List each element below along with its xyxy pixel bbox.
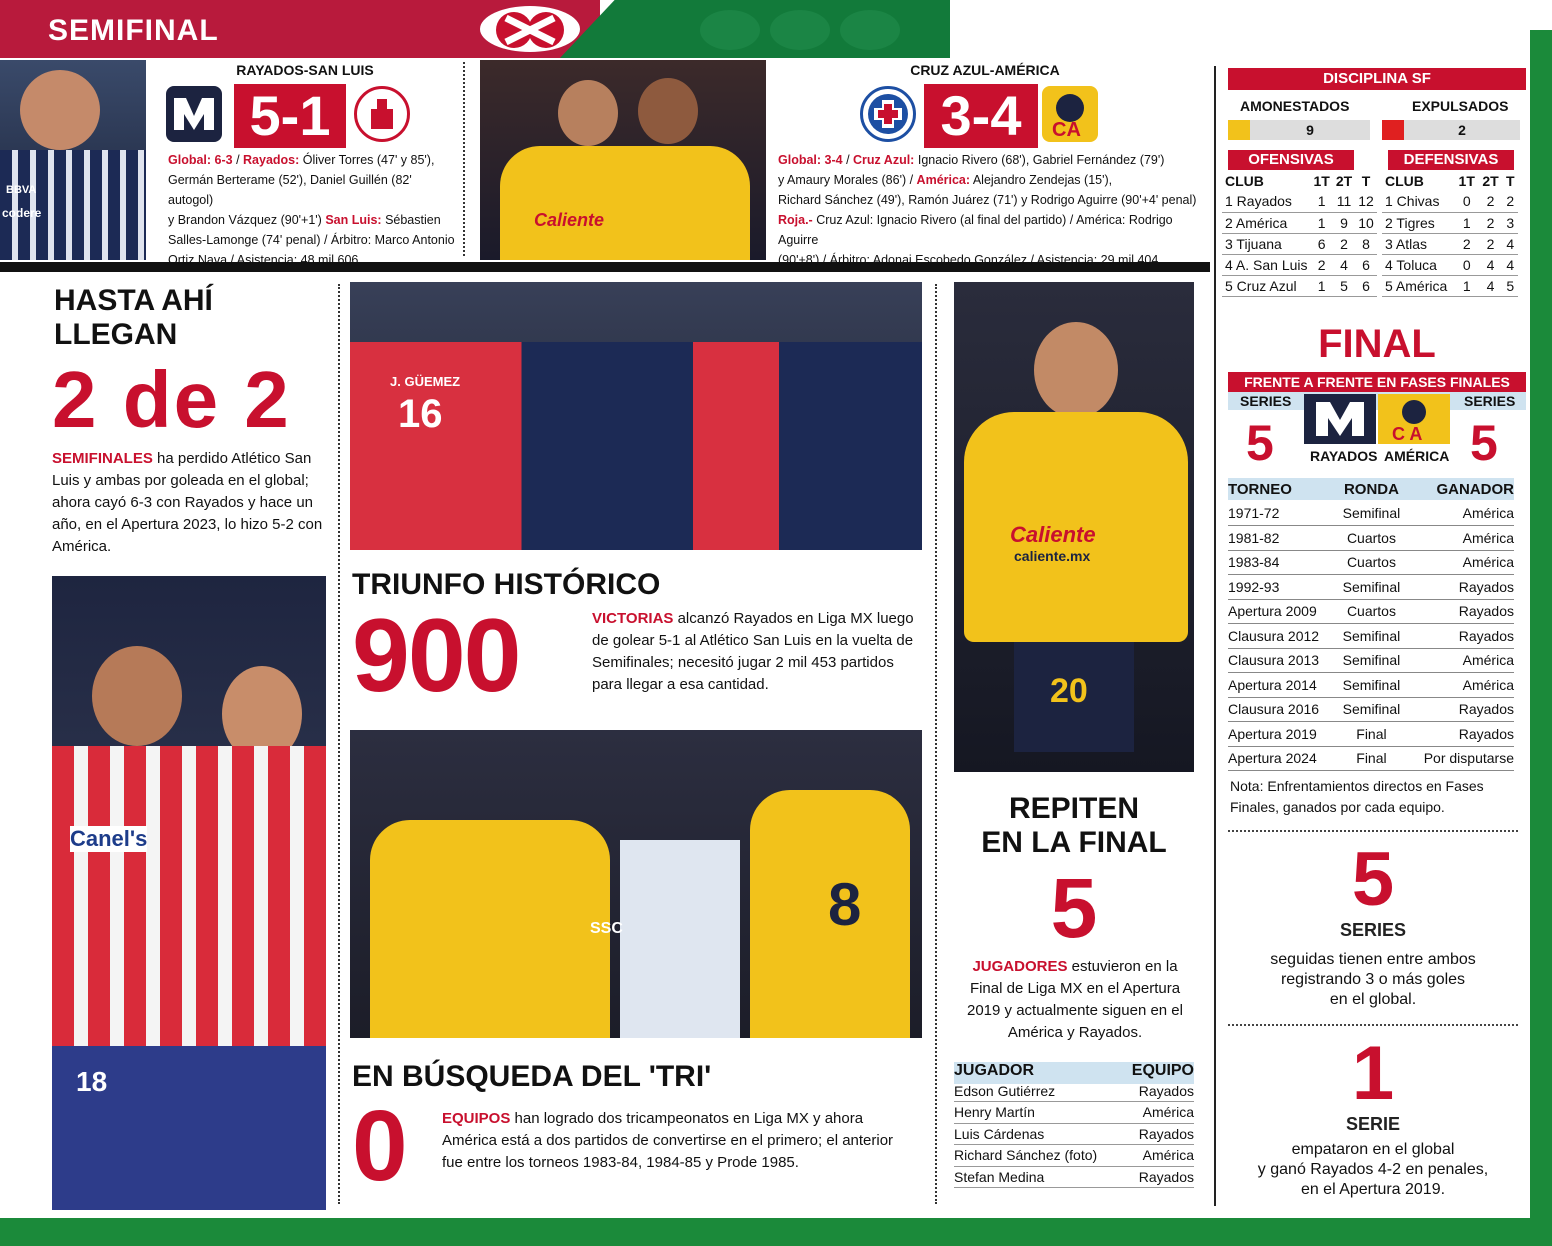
jersey-sponsor: Canel's <box>70 826 148 851</box>
table-row <box>954 1123 1194 1145</box>
table-cell: 0 <box>1455 191 1479 212</box>
page-title: SEMIFINAL <box>48 14 219 47</box>
table-cell: 1 <box>1311 212 1333 233</box>
table-cell: 6 <box>1355 275 1377 296</box>
table-row <box>954 1166 1194 1188</box>
stat-series-value: 5 <box>1351 837 1395 922</box>
table-cell: Edson Gutiérrez <box>954 1080 1121 1102</box>
table-header-row <box>954 1062 1194 1080</box>
triunfo-body: VICTORIAS alcanzó Rayados en Liga MX luego de golear 5-1 al Atlético San Luis en la vuelta de Semifinales; necesitó jugar 2 mil 453 partidos para llegar a esa cantidad. <box>592 610 914 693</box>
series-label-left: SERIES <box>1240 393 1292 409</box>
stat-serie-label: SERIE <box>1345 1114 1401 1134</box>
table-cell: 4 <box>1333 254 1355 275</box>
match1-score: 5-1 <box>234 84 346 148</box>
table-cell: 9 <box>1333 212 1355 233</box>
table-cell: Luis Cárdenas <box>954 1123 1121 1145</box>
table-row <box>1222 254 1377 275</box>
expulsados-value: 2 <box>1404 120 1520 140</box>
table-cell: Rayados <box>1406 575 1514 600</box>
table-row <box>1382 275 1518 296</box>
table-cell: 12 <box>1355 191 1377 212</box>
amonestados-value: 9 <box>1250 120 1370 140</box>
table-row <box>1228 697 1514 722</box>
table-cell: Henry Martín <box>954 1102 1121 1124</box>
table-cell: América <box>1406 526 1514 551</box>
table-header-cell: 1T <box>1458 172 1475 189</box>
table-cell: América <box>1406 501 1514 526</box>
america-crest-icon <box>1378 394 1450 444</box>
match1-details: Global: 6-3 / Rayados: Óliver Torres (47' y 85'), Germán Berterame (52'), Daniel Guillén (82' autogol) y Brandon Vázquez (90'+1') San Luis: Sébastien Salles-Lamonge (74' penal) / Árbitro: Marco Antonio Ortiz Nava / Asistencia: 48 mil 606 <box>168 153 455 267</box>
amonestados-label: AMONESTADOS <box>1240 98 1350 114</box>
defensivas-bar: DEFENSIVAS <box>1388 150 1514 170</box>
dotted-separator <box>1228 830 1518 832</box>
dotted-separator <box>463 62 465 256</box>
cruz-azul-crest-icon <box>860 86 916 142</box>
table-cell: 5 <box>1502 275 1518 296</box>
table-cell: 5 Cruz Azul <box>1222 275 1311 296</box>
table-row <box>1228 624 1514 649</box>
table-cell: 2 <box>1311 254 1333 275</box>
table-cell: Por disputarse <box>1406 746 1514 771</box>
ofensivas-table <box>1222 170 1377 297</box>
match2-title: CRUZ AZUL-AMÉRICA <box>910 62 1060 78</box>
table-cell: 1983-84 <box>1228 550 1337 575</box>
table-cell: América <box>1406 550 1514 575</box>
table-cell: Rayados <box>1406 599 1514 624</box>
table-row <box>1382 254 1518 275</box>
repiten-body: JUGADORES estuvieron en la Final de Liga MX en el Apertura 2019 y actualmente siguen en el América y Rayados. <box>967 958 1183 1041</box>
table-cell: Rayados <box>1121 1166 1194 1188</box>
photo-richard-sanchez <box>954 282 1194 772</box>
table-row <box>1382 191 1518 212</box>
photo-san-luis-players <box>52 576 326 1210</box>
table-row <box>1382 212 1518 233</box>
stat-series-text: seguidas tienen entre ambos registrando 3 o más goles en el global. <box>1270 951 1476 1008</box>
table-cell: América <box>1406 673 1514 698</box>
table-cell: América <box>1406 648 1514 673</box>
table-cell: 4 <box>1479 275 1503 296</box>
jersey-sponsor: Caliente <box>1010 522 1096 547</box>
rayados-crest-icon <box>1304 394 1376 444</box>
table-cell: 0 <box>1455 254 1479 275</box>
table-row <box>1222 275 1377 296</box>
table-row <box>1228 648 1514 673</box>
stat-series-label: SERIES <box>1339 920 1407 940</box>
hasta-title: HASTA AHÍ LLEGAN <box>54 284 213 351</box>
photo-rayados-player <box>0 60 146 260</box>
liga-mx-logo-icon <box>492 8 568 52</box>
san-luis-crest-icon <box>354 86 410 142</box>
yellow-card-icon <box>1228 120 1250 140</box>
triunfo-title: TRIUNFO HISTÓRICO <box>352 568 661 601</box>
table-cell: Apertura 2014 <box>1228 673 1337 698</box>
dotted-separator <box>1228 1024 1518 1026</box>
table-row <box>954 1102 1194 1124</box>
table-cell: 3 Tijuana <box>1222 233 1311 254</box>
table-cell: 4 Toluca <box>1382 254 1455 275</box>
table-row <box>1228 673 1514 698</box>
table-cell: Semifinal <box>1337 673 1406 698</box>
final-history-table <box>1228 477 1514 771</box>
table-cell: Clausura 2012 <box>1228 624 1337 649</box>
table-cell: 4 <box>1502 254 1518 275</box>
photo-america-celebration <box>480 60 766 260</box>
table-cell: Clausura 2013 <box>1228 648 1337 673</box>
jersey-number: 20 <box>1050 672 1088 710</box>
table-cell: 4 A. San Luis <box>1222 254 1311 275</box>
column-rule <box>1214 66 1216 1206</box>
table-cell: Semifinal <box>1337 697 1406 722</box>
triunfo-big-number: 900 <box>352 598 520 714</box>
repiten-big-number: 5 <box>1050 861 1098 955</box>
repiten-title: REPITEN EN LA FINAL <box>981 792 1167 859</box>
table-cell: 2 <box>1333 233 1355 254</box>
hasta-big-number: 2 de 2 <box>52 355 291 444</box>
table-row <box>1228 575 1514 600</box>
expulsados-label: EXPULSADOS <box>1412 98 1509 114</box>
photo-rayados-celebration <box>350 282 922 550</box>
red-card-icon <box>1382 120 1404 140</box>
match1-title: RAYADOS-SAN LUIS <box>236 62 374 78</box>
table-cell: 2 <box>1479 233 1503 254</box>
table-cell: 5 <box>1333 275 1355 296</box>
table-header-cell: RONDA <box>1343 480 1399 498</box>
table-cell: 1 Chivas <box>1382 191 1455 212</box>
dotted-separator <box>338 284 340 1204</box>
table-header-cell: EQUIPO <box>1131 1062 1194 1079</box>
america-series-value: 5 <box>1470 415 1498 471</box>
table-cell: 1 <box>1311 191 1333 212</box>
dotted-separator <box>935 284 937 1204</box>
table-cell: Semifinal <box>1337 648 1406 673</box>
table-row <box>954 1080 1194 1102</box>
ssc-text: SSC <box>590 920 623 937</box>
busqueda-big-number: 0 <box>352 1090 408 1202</box>
table-cell: 2 <box>1502 191 1518 212</box>
table-cell: Cuartos <box>1337 526 1406 551</box>
table-row <box>1228 526 1514 551</box>
busqueda-body: EQUIPOS han logrado dos tricampeonatos en Liga MX y ahora América está a dos partidos de convertirse en el primero; el anterior fue entre los torneos 1983-84, 1984-85 y Prode 1985. <box>442 1110 894 1171</box>
hasta-body: SEMIFINALES ha perdido Atlético San Luis y ambas por goleada en el global; ahora cayó 6-3 con Rayados y hace un año, en el Apertura 2023, lo hizo 5-2 con América. <box>52 450 323 555</box>
table-cell: Stefan Medina <box>954 1166 1121 1188</box>
stat-serie-text: empataron en el global y ganó Rayados 4-2 en penales, en el Apertura 2019. <box>1257 1141 1489 1198</box>
table-header-cell: CLUB <box>1225 172 1264 189</box>
table-header-cell: T <box>1505 172 1515 189</box>
table-cell: Rayados <box>1406 697 1514 722</box>
table-cell: Final <box>1337 722 1406 747</box>
table-cell: 4 <box>1479 254 1503 275</box>
table-cell: 1 <box>1455 212 1479 233</box>
table-cell: 11 <box>1333 191 1355 212</box>
table-cell: Rayados <box>1121 1123 1194 1145</box>
table-cell: Rayados <box>1406 624 1514 649</box>
frente-a-frente-bar: FRENTE A FRENTE EN FASES FINALES <box>1228 372 1526 392</box>
table-cell: Apertura 2009 <box>1228 599 1337 624</box>
table-cell: 10 <box>1355 212 1377 233</box>
table-cell: 6 <box>1355 254 1377 275</box>
table-cell: Semifinal <box>1337 624 1406 649</box>
table-row <box>1228 550 1514 575</box>
series-label-right: SERIES <box>1464 393 1516 409</box>
jersey-number: 8 <box>828 871 862 938</box>
stat-serie-value: 1 <box>1351 1031 1395 1116</box>
jersey-name: J. GÜEMEZ <box>390 374 461 389</box>
table-cell: Clausura 2016 <box>1228 697 1337 722</box>
table-row <box>954 1145 1194 1167</box>
table-cell: Apertura 2024 <box>1228 746 1337 771</box>
table-cell: 1981-82 <box>1228 526 1337 551</box>
table-cell: 1 <box>1455 275 1479 296</box>
busqueda-title: EN BÚSQUEDA DEL 'TRI' <box>352 1060 712 1093</box>
photo-america-players <box>350 730 922 1038</box>
ofensivas-bar: OFENSIVAS <box>1228 150 1354 170</box>
table-cell: Final <box>1337 746 1406 771</box>
table-header-row <box>1222 170 1377 191</box>
table-row <box>1228 599 1514 624</box>
disciplina-bar: DISCIPLINA SF <box>1228 68 1526 90</box>
sponsor-text: codere <box>2 206 42 220</box>
table-cell: 2 Tigres <box>1382 212 1455 233</box>
table-row <box>1228 501 1514 526</box>
table-cell: 1 <box>1311 275 1333 296</box>
table-cell: 8 <box>1355 233 1377 254</box>
table-cell: Cuartos <box>1337 599 1406 624</box>
table-header-cell: 2T <box>1335 172 1353 189</box>
table-header-cell: TORNEO <box>1228 480 1292 498</box>
final-note: Nota: Enfrentamientos directos en Fases Finales, ganados por cada equipo. <box>1230 778 1484 815</box>
table-cell: Semifinal <box>1337 575 1406 600</box>
table-row <box>1382 233 1518 254</box>
rayados-crest-icon <box>166 86 222 142</box>
table-cell: Cuartos <box>1337 550 1406 575</box>
table-cell: Rayados <box>1121 1080 1194 1102</box>
table-cell: 1971-72 <box>1228 501 1337 526</box>
jersey-number: 18 <box>76 1066 108 1097</box>
defensivas-table <box>1382 170 1518 297</box>
table-cell: 1 Rayados <box>1222 191 1311 212</box>
table-row <box>1228 746 1514 771</box>
table-row <box>1222 191 1377 212</box>
table-cell: 3 Atlas <box>1382 233 1455 254</box>
table-row <box>1222 212 1377 233</box>
rayados-series-value: 5 <box>1246 415 1274 471</box>
match2-score: 3-4 <box>924 84 1038 148</box>
table-header-row <box>1382 170 1518 191</box>
america-crest-icon <box>1042 86 1098 142</box>
table-cell: 1992-93 <box>1228 575 1337 600</box>
table-cell: América <box>1121 1145 1194 1167</box>
table-cell: 6 <box>1311 233 1333 254</box>
table-cell: 4 <box>1502 233 1518 254</box>
green-bottom-bar <box>0 1218 1530 1246</box>
svg-text:C A: C A <box>1392 424 1423 444</box>
players-table <box>954 1062 1194 1188</box>
table-cell: 5 América <box>1382 275 1455 296</box>
america-label: AMÉRICA <box>1384 448 1450 464</box>
table-row <box>1228 722 1514 747</box>
table-row <box>1222 233 1377 254</box>
svg-text:CA: CA <box>1052 119 1081 141</box>
jersey-sponsor: caliente.mx <box>1014 548 1091 564</box>
table-cell: Rayados <box>1406 722 1514 747</box>
table-cell: 2 <box>1479 191 1503 212</box>
table-cell: Apertura 2019 <box>1228 722 1337 747</box>
rayados-label: RAYADOS <box>1310 448 1378 464</box>
match2-details: Global: 3-4 / Cruz Azul: Ignacio Rivero (68'), Gabriel Fernández (79') y Amaury Morales (86') / América: Alejandro Zendejas (15'), Richard Sánchez (49'), Ramón Juárez (71') y Rodrigo Aguirre (90'+4' penal) Roja.- Cruz Azul: Ignacio Rivero (al final del partido) / América: Rodrigo Aguirre (90'+8') / Árbitro: Adonai Escobedo González / Asistencia: 29 mil 404 <box>778 153 1197 267</box>
table-header-cell: CLUB <box>1385 172 1424 189</box>
table-cell: 2 <box>1479 212 1503 233</box>
table-header-cell: 1T <box>1313 172 1330 189</box>
table-header-cell: GANADOR <box>1436 480 1514 498</box>
jersey-sponsor: Caliente <box>534 210 605 230</box>
table-cell: Semifinal <box>1337 501 1406 526</box>
green-side-bar <box>1530 30 1552 1246</box>
table-cell: América <box>1121 1102 1194 1124</box>
table-cell: Richard Sánchez (foto) <box>954 1145 1121 1167</box>
table-cell: 3 <box>1502 212 1518 233</box>
table-cell: 2 <box>1455 233 1479 254</box>
table-header-cell: JUGADOR <box>954 1062 1035 1079</box>
jersey-number: 16 <box>398 392 443 436</box>
table-header-cell: 2T <box>1482 172 1499 189</box>
table-cell: 2 América <box>1222 212 1311 233</box>
final-title: FINAL <box>1318 322 1436 366</box>
sponsor-text: BBVA <box>6 184 37 196</box>
table-header-cell: T <box>1361 172 1371 189</box>
